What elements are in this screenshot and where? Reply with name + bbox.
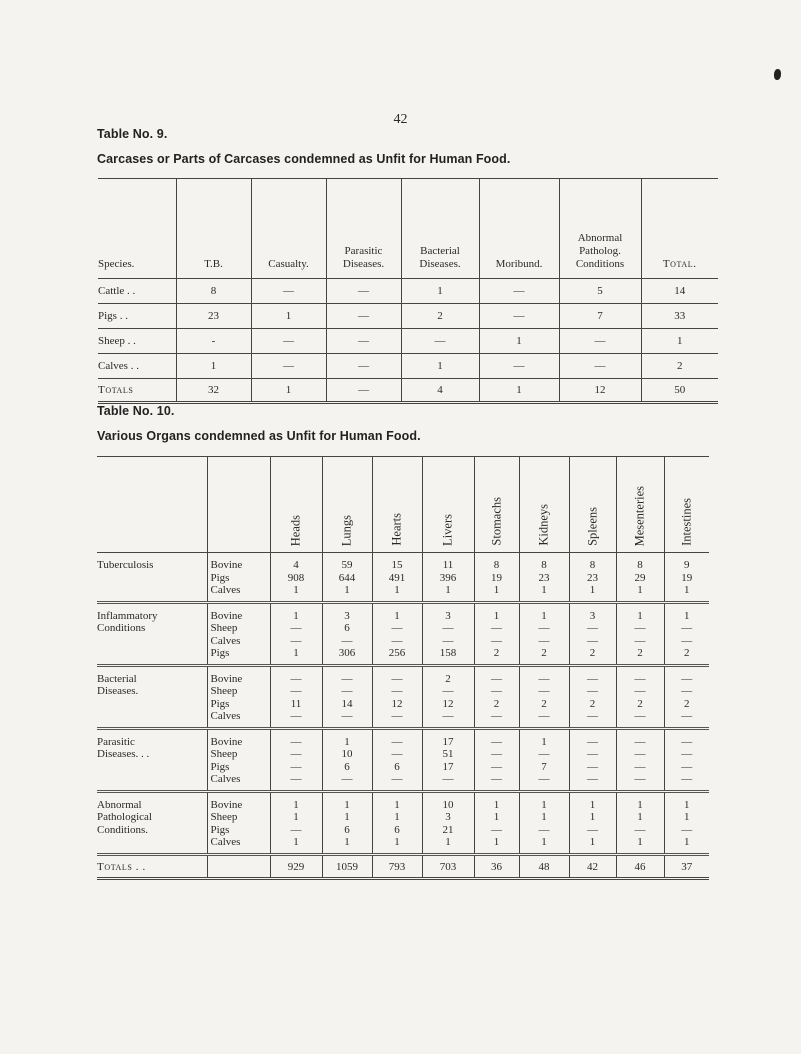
t9-value-cell: 1 bbox=[401, 354, 479, 379]
t10-species-cell: Bovine Sheep Pigs Calves bbox=[207, 728, 270, 791]
t9-species-cell: Pigs . . bbox=[98, 304, 176, 329]
t9-header-casualty: Casualty. bbox=[251, 179, 326, 279]
t10-group-row bbox=[97, 728, 709, 791]
table9-title: Carcases or Parts of Carcases condemned as Unfit for Human Food. bbox=[97, 152, 511, 166]
t10-category-cell: Parasitic Diseases. . . bbox=[97, 728, 207, 791]
t10-header-mesenteries: Mesenteries bbox=[616, 457, 664, 553]
table10-organs bbox=[97, 456, 709, 880]
t10-value-cell: — — — — bbox=[569, 728, 616, 791]
t10-value-cell: 8 19 1 bbox=[474, 553, 519, 603]
t9-value-cell: 7 bbox=[559, 304, 641, 329]
t9-total-cell: 1 bbox=[251, 379, 326, 403]
t10-species-cell: Bovine Sheep Calves Pigs bbox=[207, 602, 270, 665]
t9-header-species: Species. bbox=[98, 179, 176, 279]
t10-value-cell: 3 — — 2 bbox=[569, 602, 616, 665]
t9-header-total: Total. bbox=[641, 179, 718, 279]
t10-total-cell: 37 bbox=[664, 854, 709, 878]
t10-total-cell: 703 bbox=[422, 854, 474, 878]
page-number: 42 bbox=[393, 112, 408, 127]
t10-total-cell: 36 bbox=[474, 854, 519, 878]
t9-value-cell: — bbox=[326, 304, 401, 329]
t9-value-cell: — bbox=[479, 279, 559, 304]
t10-value-cell: 10 3 21 1 bbox=[422, 791, 474, 854]
t10-value-cell: 1 — — 2 bbox=[519, 602, 569, 665]
t9-species-cell: Cattle . . bbox=[98, 279, 176, 304]
t10-header-heads: Heads bbox=[270, 457, 322, 553]
t10-value-cell: 1 1 — 1 bbox=[474, 791, 519, 854]
t9-value-cell: 2 bbox=[401, 304, 479, 329]
t9-header-moribund: Moribund. bbox=[479, 179, 559, 279]
t9-value-cell: — bbox=[326, 279, 401, 304]
t10-group-row bbox=[97, 553, 709, 603]
t10-value-cell: — — 2 — bbox=[519, 665, 569, 728]
t10-totals-label: Totals . . bbox=[97, 854, 207, 878]
t10-total-cell: 48 bbox=[519, 854, 569, 878]
t9-value-cell: — bbox=[251, 329, 326, 354]
t10-value-cell: 1 1 6 1 bbox=[372, 791, 422, 854]
t10-species-cell: Bovine Pigs Calves bbox=[207, 553, 270, 603]
t10-value-cell: 59 644 1 bbox=[322, 553, 372, 603]
t10-value-cell: 1 1 — 1 bbox=[270, 791, 322, 854]
t9-value-cell: - bbox=[176, 329, 251, 354]
t10-value-cell: 1 — — 1 bbox=[270, 602, 322, 665]
t10-totals-blank bbox=[207, 854, 270, 878]
t9-value-cell: — bbox=[559, 354, 641, 379]
t10-header-livers: Livers bbox=[422, 457, 474, 553]
t10-value-cell: 4 908 1 bbox=[270, 553, 322, 603]
t10-value-cell: 1 1 — 1 bbox=[569, 791, 616, 854]
t9-value-cell: 1 bbox=[401, 279, 479, 304]
t9-row bbox=[98, 304, 718, 329]
t10-value-cell: — — 2 — bbox=[569, 665, 616, 728]
t10-group-row bbox=[97, 665, 709, 728]
t9-value-cell: — bbox=[401, 329, 479, 354]
t9-header-parasitic: Parasitic Diseases. bbox=[326, 179, 401, 279]
t10-value-cell: 1 1 6 1 bbox=[322, 791, 372, 854]
t10-totals-row bbox=[97, 854, 709, 878]
t9-total-cell: 32 bbox=[176, 379, 251, 403]
t10-total-cell: 46 bbox=[616, 854, 664, 878]
t10-total-cell: 793 bbox=[372, 854, 422, 878]
t10-value-cell: 17 51 17 — bbox=[422, 728, 474, 791]
t10-value-cell: 11 396 1 bbox=[422, 553, 474, 603]
t9-value-cell: 8 bbox=[176, 279, 251, 304]
t10-total-cell: 1059 bbox=[322, 854, 372, 878]
t10-header-kidneys: Kidneys bbox=[519, 457, 569, 553]
t9-value-cell: 5 bbox=[559, 279, 641, 304]
t10-value-cell: — — — — bbox=[474, 728, 519, 791]
t10-category-cell: Tuberculosis bbox=[97, 553, 207, 603]
t10-header-stomachs: Stomachs bbox=[474, 457, 519, 553]
t10-value-cell: 1 1 — 1 bbox=[519, 791, 569, 854]
t10-value-cell: — — 6 — bbox=[372, 728, 422, 791]
table10-title: Various Organs condemned as Unfit for Human Food. bbox=[97, 429, 421, 443]
t9-row bbox=[98, 354, 718, 379]
t10-value-cell: 3 6 — 306 bbox=[322, 602, 372, 665]
t10-value-cell: — — — — bbox=[616, 728, 664, 791]
t10-value-cell: — — 12 — bbox=[372, 665, 422, 728]
t9-value-cell: 2 bbox=[641, 354, 718, 379]
t9-header-tb: T.B. bbox=[176, 179, 251, 279]
t9-value-cell: — bbox=[479, 304, 559, 329]
t10-value-cell: — — 11 — bbox=[270, 665, 322, 728]
t10-value-cell: 15 491 1 bbox=[372, 553, 422, 603]
t9-total-cell: — bbox=[326, 379, 401, 403]
t9-total-cell: 4 bbox=[401, 379, 479, 403]
t9-header-bacterial: Bacterial Diseases. bbox=[401, 179, 479, 279]
t9-value-cell: — bbox=[326, 329, 401, 354]
t10-species-cell: Bovine Sheep Pigs Calves bbox=[207, 791, 270, 854]
t10-value-cell: 1 — — 2 bbox=[616, 602, 664, 665]
t10-value-cell: 1 — — 2 bbox=[474, 602, 519, 665]
t10-category-cell: Abnormal Pathological Conditions. bbox=[97, 791, 207, 854]
t10-group-row bbox=[97, 602, 709, 665]
t10-value-cell: 9 19 1 bbox=[664, 553, 709, 603]
t10-value-cell: 2 — 12 — bbox=[422, 665, 474, 728]
t10-value-cell: — — 14 — bbox=[322, 665, 372, 728]
t10-value-cell: 3 — — 158 bbox=[422, 602, 474, 665]
table10-label: Table No. 10. bbox=[97, 404, 175, 418]
t9-species-cell: Sheep . . bbox=[98, 329, 176, 354]
t9-total-cell: 1 bbox=[479, 379, 559, 403]
t10-value-cell: 1 — 7 — bbox=[519, 728, 569, 791]
t10-group-row bbox=[97, 791, 709, 854]
t10-value-cell: — — 2 — bbox=[616, 665, 664, 728]
t10-header-category bbox=[97, 457, 207, 553]
t10-value-cell: 8 29 1 bbox=[616, 553, 664, 603]
t9-value-cell: — bbox=[326, 354, 401, 379]
t9-value-cell: — bbox=[251, 354, 326, 379]
table9-carcases bbox=[98, 178, 718, 404]
t10-value-cell: 1 10 6 — bbox=[322, 728, 372, 791]
t9-value-cell: 23 bbox=[176, 304, 251, 329]
print-speck bbox=[774, 69, 781, 80]
t9-value-cell: — bbox=[479, 354, 559, 379]
table9-label: Table No. 9. bbox=[97, 127, 168, 141]
t10-category-cell: Inflammatory Conditions bbox=[97, 602, 207, 665]
t10-header-lungs: Lungs bbox=[322, 457, 372, 553]
t9-totals-row bbox=[98, 379, 718, 403]
t10-value-cell: — — — — bbox=[270, 728, 322, 791]
t9-value-cell: — bbox=[251, 279, 326, 304]
t10-value-cell: 1 1 — 1 bbox=[616, 791, 664, 854]
t10-value-cell: — — 2 — bbox=[474, 665, 519, 728]
t9-value-cell: 1 bbox=[176, 354, 251, 379]
t9-total-cell: 12 bbox=[559, 379, 641, 403]
t9-species-cell: Calves . . bbox=[98, 354, 176, 379]
t10-header-species bbox=[207, 457, 270, 553]
t9-row bbox=[98, 279, 718, 304]
t9-value-cell: 14 bbox=[641, 279, 718, 304]
t10-header-hearts: Hearts bbox=[372, 457, 422, 553]
t10-value-cell: 1 — — 256 bbox=[372, 602, 422, 665]
t9-totals-label: Totals bbox=[98, 379, 176, 403]
t10-value-cell: — — — — bbox=[664, 728, 709, 791]
t10-value-cell: 1 — — 2 bbox=[664, 602, 709, 665]
t10-species-cell: Bovine Sheep Pigs Calves bbox=[207, 665, 270, 728]
t9-total-cell: 50 bbox=[641, 379, 718, 403]
t9-header-abnormal: Abnormal Patholog. Conditions bbox=[559, 179, 641, 279]
t10-category-cell: Bacterial Diseases. bbox=[97, 665, 207, 728]
t10-total-cell: 42 bbox=[569, 854, 616, 878]
t10-total-cell: 929 bbox=[270, 854, 322, 878]
t10-header-intestines: Intestines bbox=[664, 457, 709, 553]
t9-value-cell: 1 bbox=[251, 304, 326, 329]
t9-value-cell: 33 bbox=[641, 304, 718, 329]
t9-value-cell: 1 bbox=[479, 329, 559, 354]
t9-row bbox=[98, 329, 718, 354]
t9-value-cell: — bbox=[559, 329, 641, 354]
t10-value-cell: — — 2 — bbox=[664, 665, 709, 728]
t10-header-spleens: Spleens bbox=[569, 457, 616, 553]
t9-value-cell: 1 bbox=[641, 329, 718, 354]
t10-value-cell: 8 23 1 bbox=[519, 553, 569, 603]
t10-value-cell: 1 1 — 1 bbox=[664, 791, 709, 854]
t10-value-cell: 8 23 1 bbox=[569, 553, 616, 603]
